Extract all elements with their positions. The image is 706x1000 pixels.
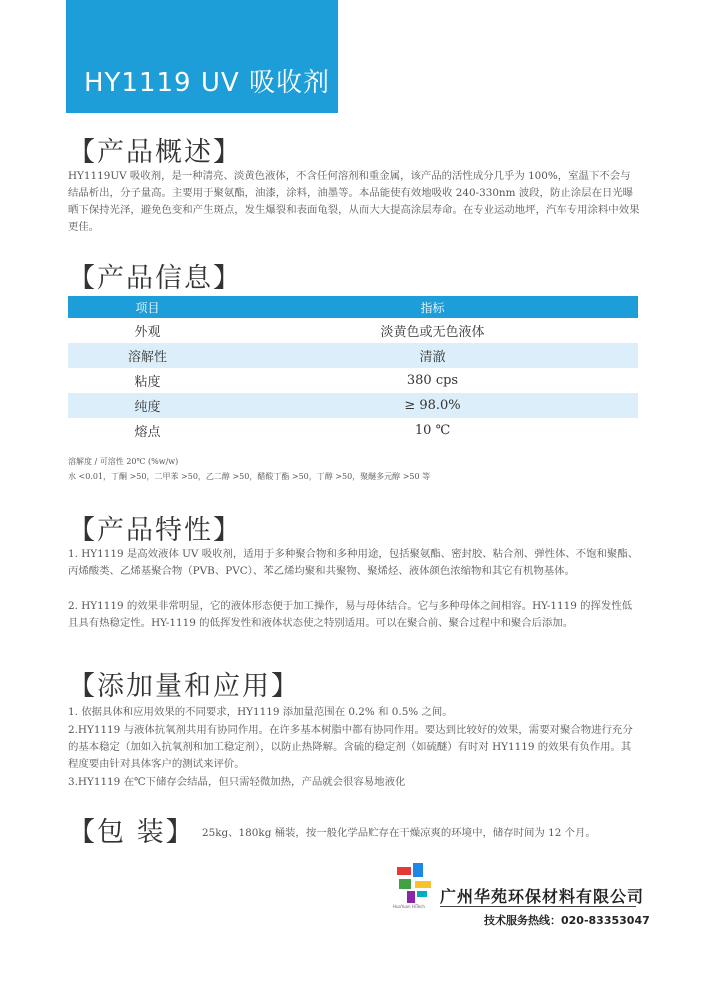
table-row: [68, 418, 638, 443]
features-paragraph-2: 2. HY1119 的效果非常明显，它的液体形态便于加工操作，易与母体结合。它与多种母体之间相容。HY-1119 的挥发性低且具有热稳定性。HY-1119 的低挥发性和液体状态使之特别适用。可以在聚合前、聚合过程中和聚合后添加。: [68, 600, 633, 629]
company-name: 广州华苑环保材料有限公司: [440, 887, 645, 906]
table-row: [68, 368, 638, 393]
solubility-note-values: 水 <0.01，丁酮 >50，二甲苯 >50，乙二醇 >50，醋酸丁酯 >50，丁醇 >50，聚醚多元醇 >50 等: [68, 472, 431, 481]
logo-caption: HuaYuan HiTech: [393, 904, 425, 909]
solubility-note-title: 溶解度 / 可溶性 20℃ (%w/w): [68, 457, 179, 466]
table-row: [68, 393, 638, 418]
table-cell: 10 ℃: [414, 423, 451, 438]
table-cell: 粘度: [134, 375, 161, 390]
info-heading: 【产品信息】: [68, 263, 242, 294]
table-cell: 淡黄色或无色液体: [380, 325, 485, 340]
service-hotline: 技术服务热线：020-83353047: [484, 914, 650, 927]
usage-heading: 【添加量和应用】: [68, 671, 300, 702]
packaging-heading: 【包 装】: [68, 817, 195, 848]
table-cell: 溶解性: [68, 343, 227, 368]
table-cell: 380 cps: [406, 373, 459, 388]
table-cell: 清澈: [227, 343, 638, 368]
table-row: [68, 318, 638, 343]
column-header-item: 项目: [68, 296, 227, 318]
features-paragraph-1: 1. HY1119 是高效液体 UV 吸收剂，适用于多种聚合物和多种用途，包括聚氨酯、密封胶、粘合剂、弹性体、不饱和聚酯、丙烯酸类、乙烯基聚合物（PVB、PVC）、苯乙烯均聚和共聚物、聚烯烃、液体颜色浓缩物和其它有机物基体。: [68, 548, 639, 577]
table-cell: 纯度: [68, 393, 227, 418]
product-info-table: [68, 296, 638, 443]
footer-divider: [440, 906, 636, 907]
header-banner: [66, 0, 338, 113]
column-header-spec: 指标: [227, 296, 638, 318]
table-header-row: [68, 296, 638, 318]
usage-paragraph-2: 2.HY1119 与液体抗氧剂共用有协同作用。在许多基本树脂中都有协同作用。要达到比较好的效果，需要对聚合物进行充分的基本稳定（加如入抗氧剂和加工稳定剂），以防止热降解。含硫的稳定剂（如硫醚）有时对 HY1119 的效果有负作用。其程度要由针对具体客户的测试来评价。: [68, 724, 633, 770]
usage-paragraph-1: 1. 依据具体和应用效果的不同要求，HY1119 添加量范围在 0.2% 和 0.5% 之间。: [68, 706, 453, 718]
document-title: HY1119 UV 吸收剂: [84, 68, 330, 98]
overview-heading: 【产品概述】: [68, 137, 242, 168]
features-heading: 【产品特性】: [68, 515, 242, 546]
table-cell: ≥ 98.0%: [227, 393, 638, 418]
packaging-text: 25kg、180kg 桶装，按一般化学品贮存在干燥凉爽的环境中，储存时间为 12 个月。: [202, 827, 596, 839]
table-row: [68, 343, 638, 368]
usage-paragraph-3: 3.HY1119 在℃下储存会结晶，但只需轻微加热，产品就会很容易地液化: [68, 776, 406, 788]
table-cell: 外观: [134, 325, 161, 340]
overview-text: HY1119UV 吸收剂，是一种清亮、淡黄色液体，不含任何溶剂和重金属，该产品的活性成分几乎为 100%，室温下不会与结晶析出，分子量高。主要用于聚氨酯，油漆，涂料，油墨等。本品能使有效地吸收 240-330nm 波段，防止涂层在日光曝晒下保持光泽，避免色变和产生斑点，发生爆裂和表面龟裂，从而大大提高涂层寿命。在专业运动地坪，汽车专用涂料中效果更佳。: [68, 170, 640, 233]
table-cell: 熔点: [134, 425, 161, 440]
company-logo-icon: [395, 863, 435, 905]
